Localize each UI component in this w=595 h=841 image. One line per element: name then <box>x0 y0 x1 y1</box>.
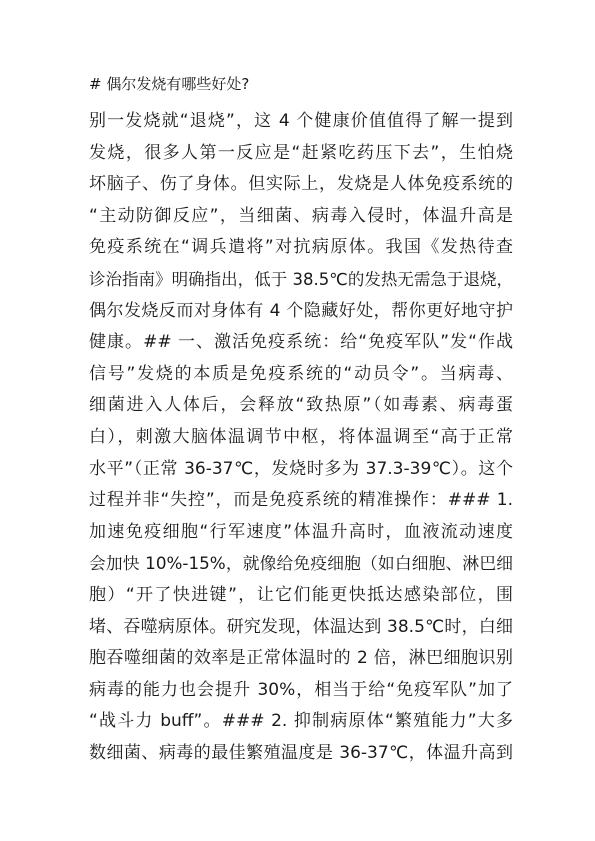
body-line: 发烧，很多人第一反应是“赶紧吃药压下去”，生怕烧 <box>89 142 513 163</box>
body-line: 水平”（正常 36-37℃，发烧时多为 37.3-39℃）。这个 <box>89 458 513 479</box>
body-line: 堵、吞噬病原体。研究发现，体温达到 38.5℃时，白细 <box>89 616 513 637</box>
body-line: 会加快 10%-15%，就像给免疫细胞（如白细胞、淋巴细 <box>89 553 513 574</box>
body-line: 胞）“开了快进键”，让它们能更快抵达感染部位，围 <box>89 584 513 605</box>
body-line: 加速免疫细胞“行军速度”体温升高时，血液流动速度 <box>89 521 513 542</box>
body-line: 别一发烧就“退烧”，这 4 个健康价值值得了解一提到 <box>89 111 513 131</box>
body-line: “战斗力 buff”。### 2. 抑制病原体“繁殖能力”大多 <box>89 711 513 732</box>
body-line: 偶尔发烧反而对身体有 4 个隐藏好处，帮你更好地守护 <box>89 300 513 321</box>
body-line: 健康。## 一、激活免疫系统：给“免疫军队”发“作战 <box>89 332 513 353</box>
body-line: 白），刺激大脑体温调节中枢，将体温调至“高于正常 <box>89 426 513 447</box>
body-line: 病毒的能力也会提升 30%，相当于给“免疫军队”加了 <box>89 679 513 700</box>
document-heading: # 偶尔发烧有哪些好处? <box>89 75 250 93</box>
document-body <box>89 106 513 769</box>
body-line: 过程并非“失控”，而是免疫系统的精准操作：### 1. <box>89 490 513 511</box>
body-line: 坏脑子、伤了身体。但实际上，发烧是人体免疫系统的 <box>89 174 513 195</box>
body-line: 胞吞噬细菌的效率是正常体温时的 2 倍，淋巴细胞识别 <box>89 648 513 669</box>
body-line: 信号”发烧的本质是免疫系统的“动员令”。当病毒、 <box>89 363 513 384</box>
body-line: 诊治指南》明确指出，低于 38.5℃的发热无需急于退烧， <box>89 269 513 289</box>
body-line: 细菌进入人体后，会释放“致热原”（如毒素、病毒蛋 <box>89 395 513 416</box>
body-line: 数细菌、病毒的最佳繁殖温度是 36-37℃，体温升高到 <box>89 742 513 763</box>
body-line: “主动防御反应”，当细菌、病毒入侵时，体温升高是 <box>89 205 513 226</box>
body-line: 免疫系统在“调兵遣将”对抗病原体。我国《发热待查 <box>89 237 513 258</box>
